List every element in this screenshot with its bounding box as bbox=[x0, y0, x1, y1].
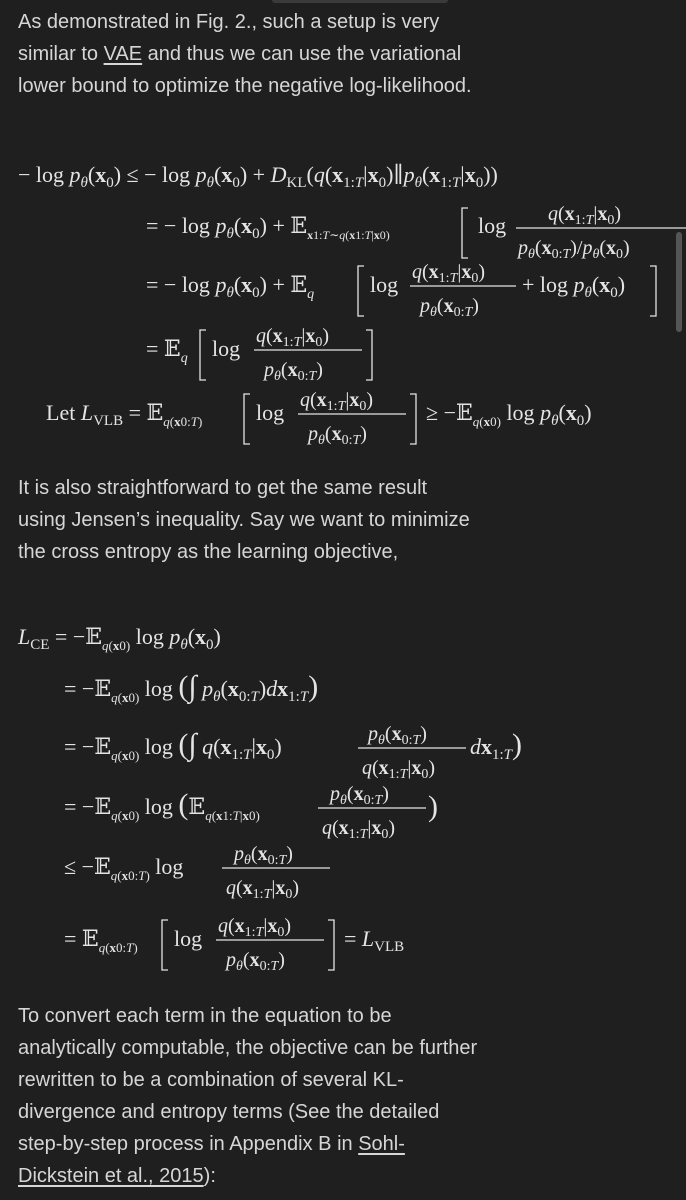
final-paragraph bbox=[18, 1000, 478, 1192]
svg-text:= −𝔼q(x0) log (∫ q(x1:T|x0): = −𝔼$_{q(x0)}$ log (∫ $q(x_{1:T}|x_0)$ bbox=[64, 728, 282, 763]
equation-scrollbar[interactable] bbox=[676, 232, 682, 332]
svg-text:q(x1:T|x0): $q(x_{1:T}|x_0)$ bbox=[256, 325, 330, 350]
svg-text:q(x1:T|x0): $q(x_{1:T}|x_0)$ bbox=[362, 757, 436, 782]
svg-text:= 𝔼q(x0:T): = 𝔼$_{q(x0:T)}$ bbox=[64, 926, 138, 955]
svg-text:= 𝔼q: = 𝔼$_q$ bbox=[146, 336, 188, 366]
svg-text:q(x1:T|x0): $q(x_{1:T}|x_0)$ bbox=[412, 261, 486, 286]
svg-text:pθ(x0:T): $p_\theta(x_{0:T})$ bbox=[264, 359, 323, 384]
intro-text-before: As demonstrated in Fig. 2., such a setup is very similar to bbox=[18, 11, 440, 65]
cross-entropy-equation bbox=[0, 612, 686, 987]
final-paragraph-text: To convert each term in the equation to be analytically computable, the objective can be further rewritten to be a combination of several KL-divergence and entropy terms (See the detailed step-by-step process in Appendix B in bbox=[18, 1005, 478, 1155]
svg-text:LCE = −𝔼q(x0) log pθ(x0): $L_{CE}$ = −𝔼$_{q(x0)}$ $\log p_\theta(x_0)$ bbox=[18, 624, 221, 653]
top-handle bbox=[272, 0, 448, 3]
svg-text:pθ(x0:T)/pθ(x0): $p_\theta(x_{0:T})/p_\theta(x_0)$ bbox=[518, 237, 630, 262]
svg-text:= LVLB: = $L_{VLB}$ bbox=[344, 926, 405, 955]
svg-text:log: log bbox=[212, 336, 241, 361]
svg-text:Let LVLB = 𝔼q(x0:T): Let $L_{VLB}$ = 𝔼$_{q(x0:T)}$ bbox=[46, 400, 203, 429]
sohl-dickstein-link[interactable]: Sohl-Dickstein et al., 2015 bbox=[18, 1133, 405, 1187]
intro-paragraph bbox=[18, 6, 478, 102]
svg-text:= −𝔼q(x0) log (𝔼q(x1:T|x0): = −𝔼$_{q(x0)}$ log (𝔼$_{q(x1:T|x0)}$ bbox=[64, 788, 260, 823]
svg-text:dx1:T): $dx_{1:T}$) bbox=[470, 728, 523, 763]
svg-text:+ log pθ(x0): + $\log p_\theta(x_0)$ bbox=[522, 272, 626, 301]
svg-text:q(x1:T|x0): $q(x_{1:T}|x_0)$ bbox=[218, 915, 292, 940]
svg-text:q(x1:T|x0): $q(x_{1:T}|x_0)$ bbox=[300, 389, 374, 414]
svg-text:pθ(x0:T): $p_\theta(x_{0:T})$ bbox=[420, 295, 479, 320]
svg-text:pθ(x0:T): $p_\theta(x_{0:T})$ bbox=[234, 843, 293, 868]
svg-text:log: log bbox=[174, 926, 203, 951]
svg-text:q(x1:T|x0): $q(x_{1:T}|x_0)$ bbox=[226, 877, 300, 902]
svg-text:≤ −𝔼q(x0:T) log: ≤ −𝔼$_{q(x0:T)}$ log bbox=[64, 854, 184, 883]
svg-text:= −𝔼q(x0) log (∫ pθ(x0:T)dx1:: = −𝔼$_{q(x0)}$ log (∫ $p_\theta(x_{0:T})dx_{1:T}$) bbox=[64, 670, 319, 705]
jensen-paragraph: It is also straightforward to get the same result using Jensen’s inequality. Say we want to minimize the cross entropy as the learning objective, bbox=[18, 477, 470, 563]
vae-link[interactable]: VAE bbox=[103, 43, 143, 65]
svg-text:log: log bbox=[256, 400, 285, 425]
svg-text:q(x1:T|x0): $q(x_{1:T}|x_0)$ bbox=[322, 817, 396, 842]
svg-text:= − log pθ(x0) + 𝔼q: = − $\log p_\theta(x_0)$ + 𝔼$_q$ bbox=[146, 272, 315, 302]
intro-text-after: and thus we can use the variational lower bound to optimize the negative log-likelihood. bbox=[18, 43, 472, 97]
svg-text:log: log bbox=[370, 272, 399, 297]
svg-text:): ) bbox=[428, 790, 438, 823]
svg-text:q(x1:T|x0): $q(x_{1:T}|x_0)$ bbox=[548, 203, 622, 228]
svg-text:pθ(x0:T): $p_\theta(x_{0:T})$ bbox=[330, 783, 389, 808]
svg-text:pθ(x0:T): $p_\theta(x_{0:T})$ bbox=[308, 423, 367, 448]
svg-text:pθ(x0:T): $p_\theta(x_{0:T})$ bbox=[368, 723, 427, 748]
svg-text:≥ −𝔼q(x0) log pθ(x0): ≥ −𝔼$_{q(x0)}$ $\log p_\theta(x_0)$ bbox=[426, 400, 592, 429]
vlb-derivation-equation bbox=[0, 150, 686, 455]
final-paragraph-suffix: ): bbox=[203, 1165, 216, 1187]
svg-text:pθ(x0:T): $p_\theta(x_{0:T})$ bbox=[226, 949, 285, 974]
svg-text:log: log bbox=[478, 213, 507, 238]
svg-text:− log pθ(x0) ≤ − log pθ(x0) +: − $\log p_\theta(x_0)$ ≤ − $\log p_\theta(x_0)$ + $D_{KL}(q(x_{1:T}|x_0)\parallel p_\theta(x_{1:T}|x_0))$ bbox=[18, 162, 498, 191]
svg-text:= − log pθ(x0) + 𝔼x1:T∼q(x1:T: = − $\log p_\theta(x_0)$ + 𝔼$_{x1:T\sim q(x1:T|x0)}$ bbox=[146, 213, 390, 242]
